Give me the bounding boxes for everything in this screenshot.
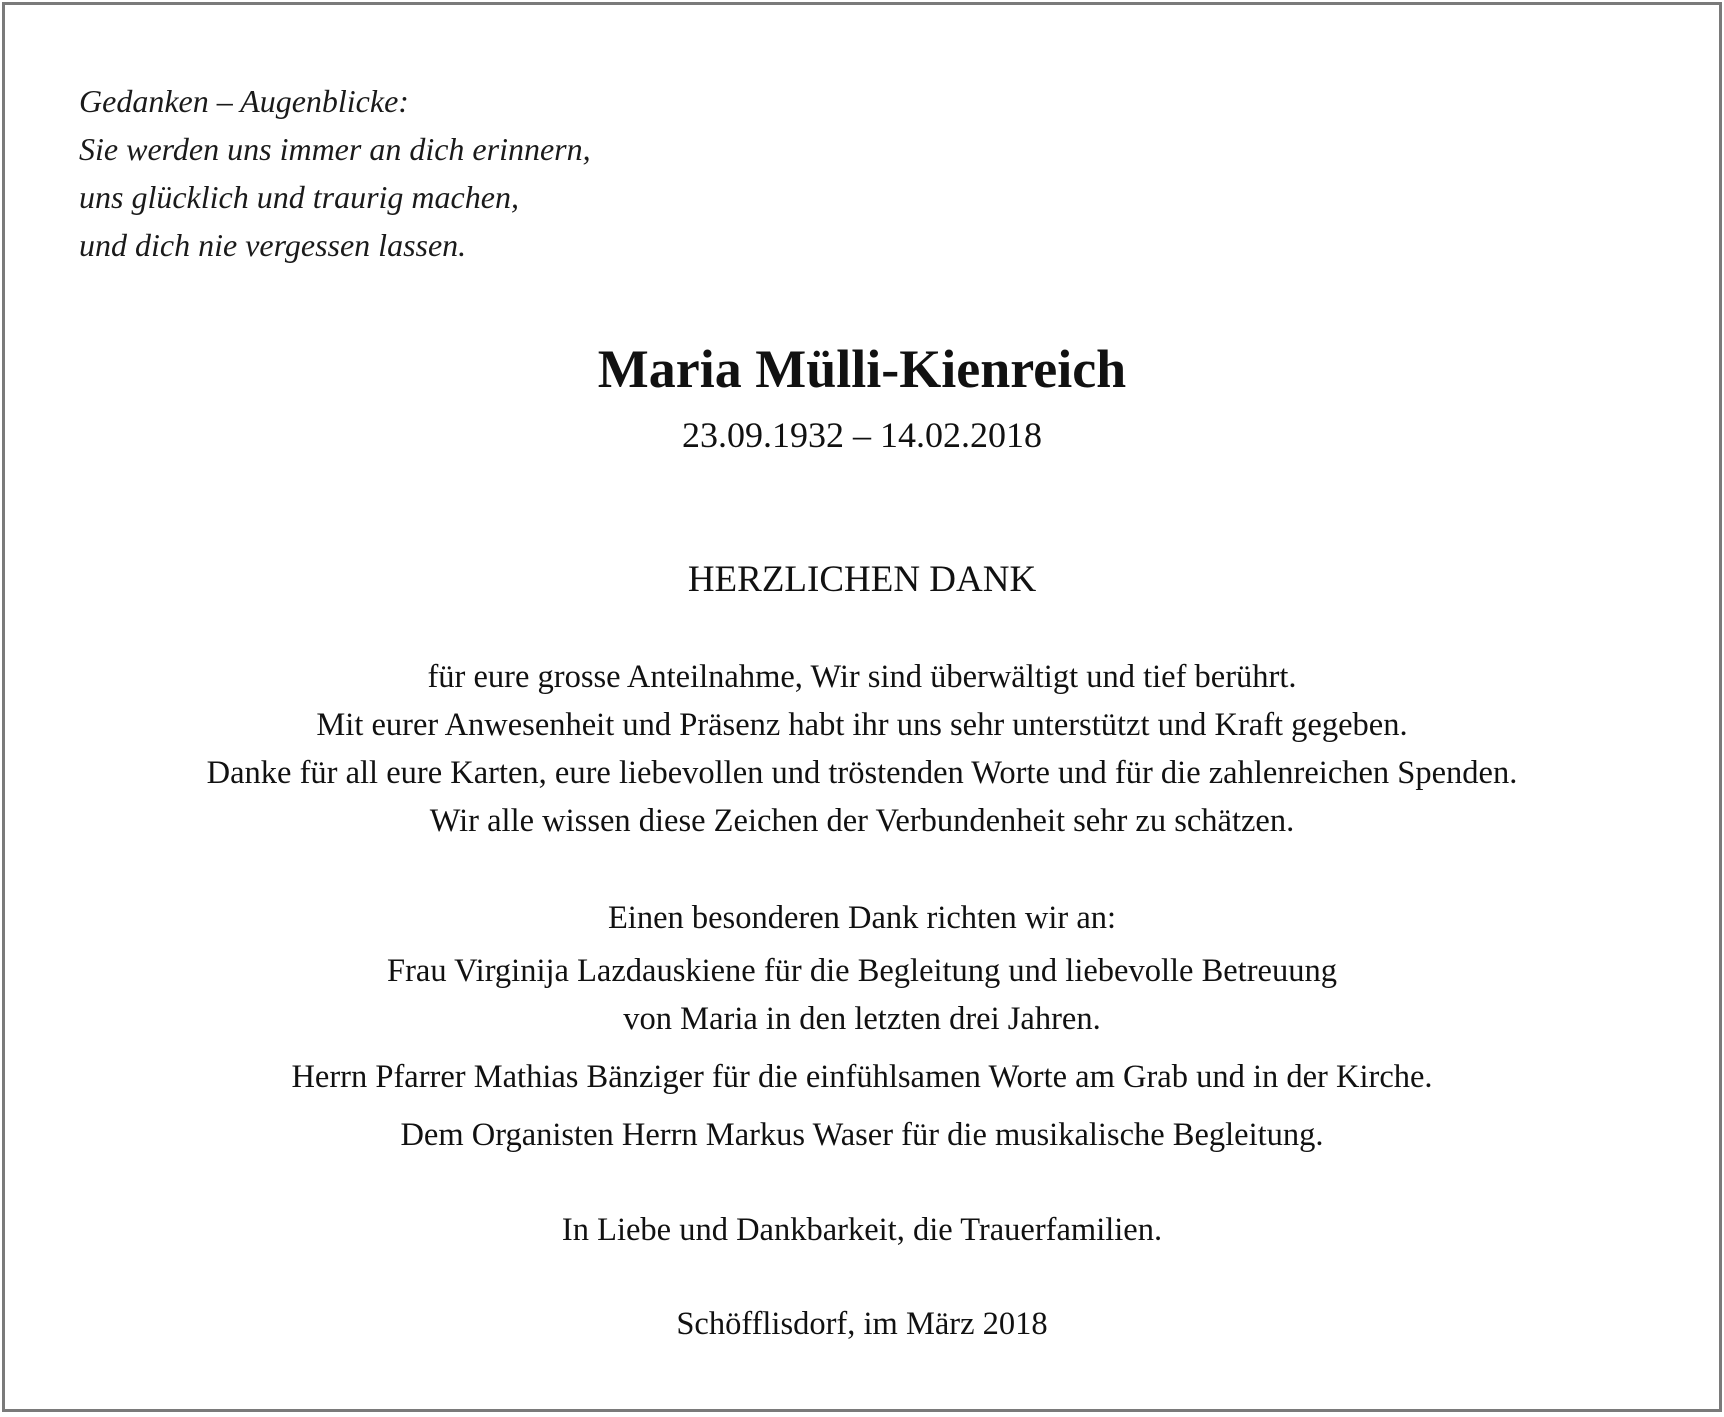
- poem: [79, 77, 591, 269]
- thanks-item-line: von Maria in den letzten drei Jahren.: [623, 1001, 1101, 1037]
- poem-line: Sie werden uns immer an dich erinnern,: [79, 131, 591, 167]
- notice-frame: [2, 2, 1722, 1412]
- thanks-item-line: Frau Virginija Lazdauskiene für die Begleitung und liebevolle Betreuung: [387, 953, 1337, 989]
- thanks-item-line: Herrn Pfarrer Mathias Bänziger für die einfühlsamen Worte am Grab und in der Kirche.: [291, 1059, 1433, 1095]
- special-thanks-intro: Einen besonderen Dank richten wir an:: [607, 900, 1117, 936]
- poem-line: uns glücklich und traurig machen,: [79, 179, 519, 215]
- thanks-item: [5, 1111, 1719, 1159]
- thanks-heading: HERZLICHEN DANK: [687, 559, 1037, 600]
- poem-line: Gedanken – Augenblicke:: [79, 83, 409, 119]
- thanks-paragraph: [5, 653, 1719, 845]
- paragraph-line: für eure grosse Anteilnahme, Wir sind überwältigt und tief berührt.: [427, 659, 1297, 695]
- paragraph-line: Danke für all eure Karten, eure liebevollen und tröstenden Worte und für die zahlenreichen Spenden.: [206, 755, 1518, 791]
- deceased-name: Maria Mülli-Kienreich: [597, 339, 1127, 399]
- place-and-date: Schöfflisdorf, im März 2018: [676, 1306, 1048, 1342]
- poem-line: und dich nie vergessen lassen.: [79, 227, 467, 263]
- closing-line: In Liebe und Dankbarkeit, die Trauerfamilien.: [561, 1212, 1163, 1248]
- thanks-item: [5, 1053, 1719, 1101]
- life-dates: 23.09.1932 – 14.02.2018: [682, 415, 1042, 455]
- paragraph-line: Mit eurer Anwesenheit und Präsenz habt ihr uns sehr unterstützt und Kraft gegeben.: [316, 707, 1408, 743]
- paragraph-line: Wir alle wissen diese Zeichen der Verbundenheit sehr zu schätzen.: [429, 803, 1295, 839]
- thanks-item-line: Dem Organisten Herrn Markus Waser für die musikalische Begleitung.: [400, 1117, 1324, 1153]
- special-thanks-list: [5, 947, 1719, 1169]
- thanks-item: [5, 947, 1719, 1043]
